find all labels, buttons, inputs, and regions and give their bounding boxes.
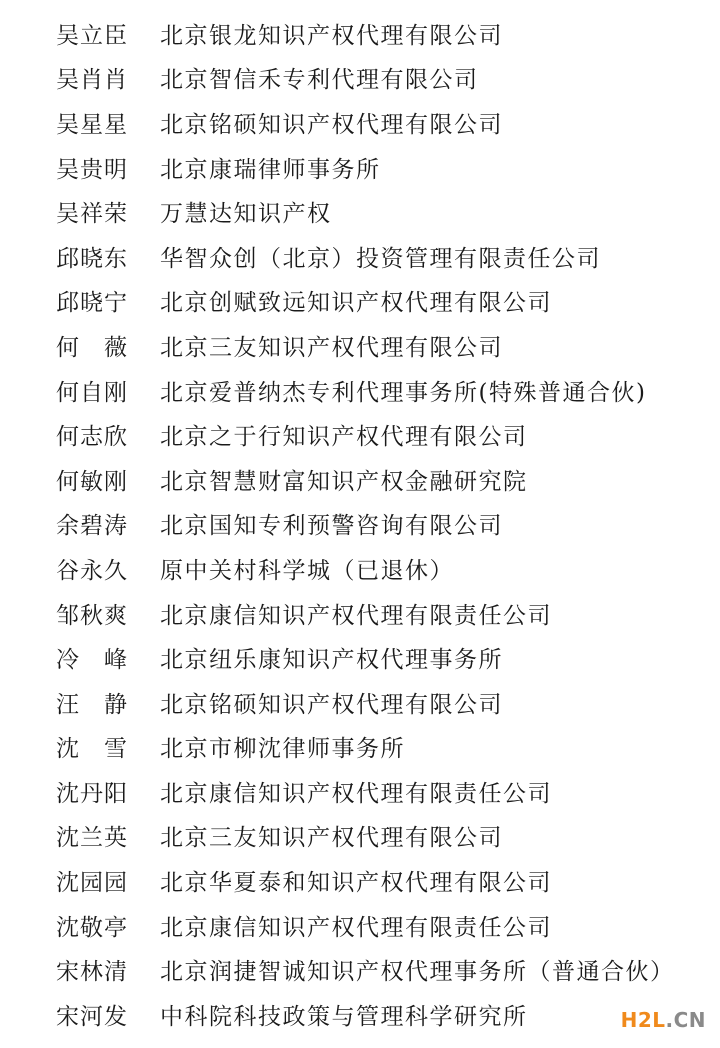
person-name: 何 薇	[56, 334, 128, 361]
organization: 北京三友知识产权代理有限公司	[160, 334, 503, 361]
list-item	[0, 594, 720, 639]
person-name: 冷 峰	[56, 647, 128, 674]
organization: 北京国知专利预警咨询有限公司	[160, 513, 503, 540]
organization: 北京康瑞律师事务所	[160, 156, 381, 183]
person-name: 沈 雪	[56, 736, 128, 763]
list-item	[0, 103, 720, 148]
organization: 北京创赋致远知识产权代理有限公司	[160, 290, 552, 317]
organization: 北京纽乐康知识产权代理事务所	[160, 647, 503, 674]
person-name: 汪 静	[56, 691, 128, 718]
person-name: 余碧涛	[56, 513, 128, 540]
list-item	[0, 282, 720, 327]
list-item	[0, 148, 720, 193]
person-name: 吴祥荣	[56, 201, 128, 228]
list-item	[0, 192, 720, 237]
organization: 北京铭硕知识产权代理有限公司	[160, 691, 503, 718]
list-item	[0, 505, 720, 550]
person-name: 吴立臣	[56, 22, 128, 49]
list-item	[0, 415, 720, 460]
organization: 原中关村科学城（已退休）	[160, 557, 454, 584]
person-name: 何敏刚	[56, 468, 128, 495]
watermark-text-a: H2L	[620, 1008, 666, 1032]
list-item	[0, 772, 720, 817]
person-name: 宋河发	[56, 1003, 128, 1030]
organization: 北京华夏泰和知识产权代理有限公司	[160, 870, 552, 897]
list-item	[0, 995, 720, 1040]
organization: 北京康信知识产权代理有限责任公司	[160, 914, 552, 941]
person-name: 邱晓宁	[56, 290, 128, 317]
list-item	[0, 906, 720, 951]
organization: 北京爱普纳杰专利代理事务所(特殊普通合伙)	[160, 379, 647, 406]
watermark-text-b: .CN	[665, 1008, 706, 1032]
organization: 北京康信知识产权代理有限责任公司	[160, 780, 552, 807]
person-name: 吴星星	[56, 111, 128, 138]
list-item	[0, 861, 720, 906]
organization: 华智众创（北京）投资管理有限责任公司	[160, 245, 601, 272]
organization: 北京铭硕知识产权代理有限公司	[160, 111, 503, 138]
list-item	[0, 638, 720, 683]
list-item	[0, 237, 720, 282]
person-name: 何自刚	[56, 379, 128, 406]
organization: 北京智慧财富知识产权金融研究院	[160, 468, 528, 495]
person-name: 吴贵明	[56, 156, 128, 183]
name-list	[0, 14, 720, 1040]
organization: 北京市柳沈律师事务所	[160, 736, 405, 763]
list-item	[0, 549, 720, 594]
organization: 北京润捷智诚知识产权代理事务所（普通合伙）	[160, 959, 675, 986]
person-name: 沈敬亭	[56, 914, 128, 941]
person-name: 沈兰英	[56, 825, 128, 852]
person-name: 宋林清	[56, 959, 128, 986]
list-item	[0, 59, 720, 104]
person-name: 邱晓东	[56, 245, 128, 272]
list-item	[0, 728, 720, 773]
organization: 万慧达知识产权	[160, 201, 332, 228]
organization: 北京银龙知识产权代理有限公司	[160, 22, 503, 49]
organization: 中科院科技政策与管理科学研究所	[160, 1003, 528, 1030]
list-item	[0, 371, 720, 416]
list-item	[0, 950, 720, 995]
list-item	[0, 683, 720, 728]
site-watermark	[621, 1008, 706, 1032]
organization: 北京三友知识产权代理有限公司	[160, 825, 503, 852]
list-item	[0, 817, 720, 862]
organization: 北京康信知识产权代理有限责任公司	[160, 602, 552, 629]
organization: 北京智信禾专利代理有限公司	[160, 67, 479, 94]
list-item	[0, 460, 720, 505]
organization: 北京之于行知识产权代理有限公司	[160, 424, 528, 451]
person-name: 邹秋爽	[56, 602, 128, 629]
person-name: 沈园园	[56, 870, 128, 897]
person-name: 吴肖肖	[56, 67, 128, 94]
list-item	[0, 14, 720, 59]
person-name: 沈丹阳	[56, 780, 128, 807]
person-name: 谷永久	[56, 557, 128, 584]
person-name: 何志欣	[56, 424, 128, 451]
list-item	[0, 326, 720, 371]
